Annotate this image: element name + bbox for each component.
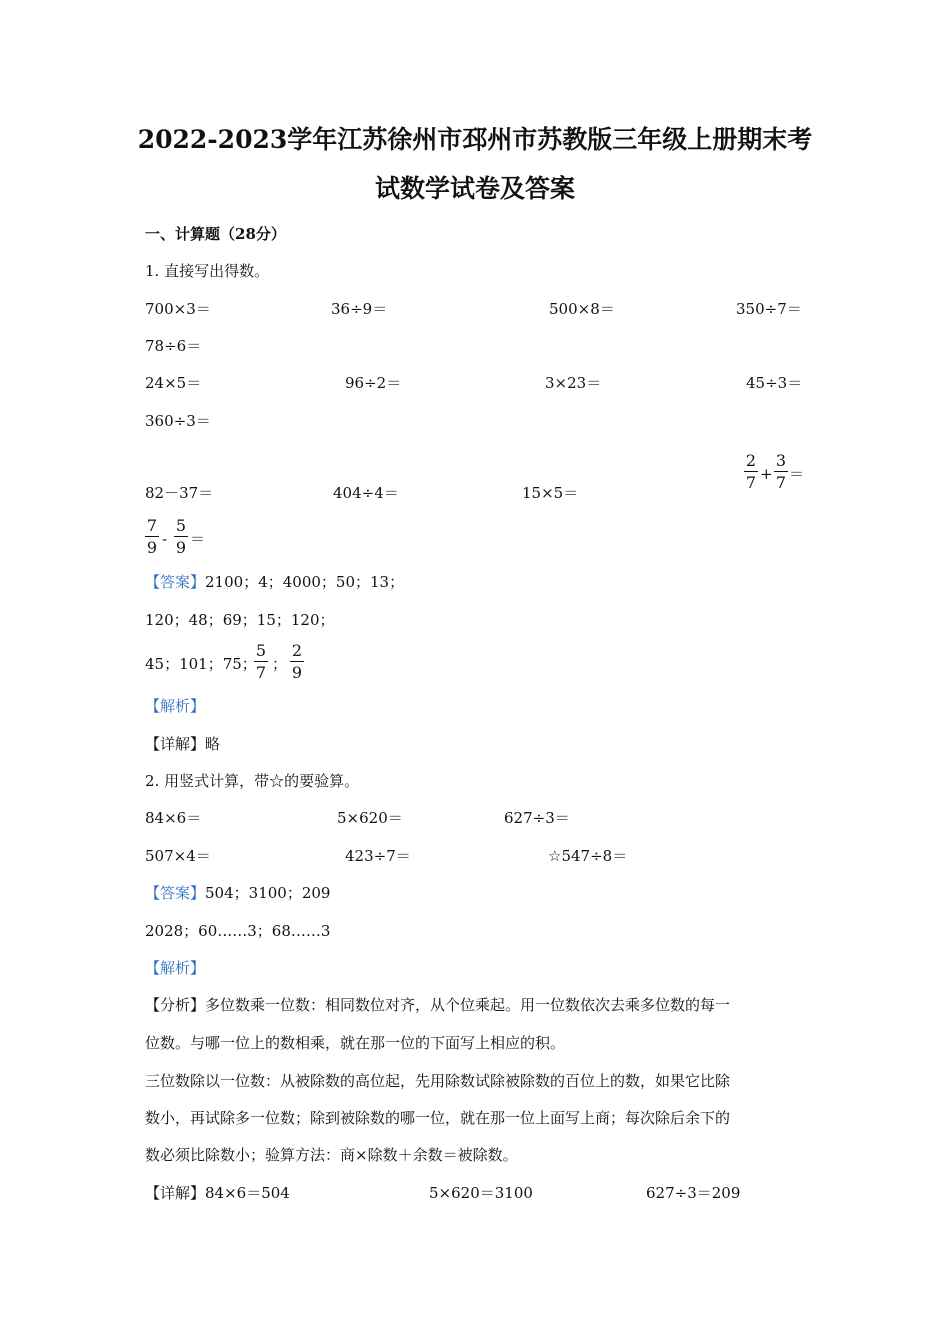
operator: + <box>760 465 773 483</box>
detail-tag: 【详解】 <box>145 1184 206 1202</box>
denominator: 9 <box>291 663 303 682</box>
numerator: 2 <box>291 641 303 660</box>
numerator: 2 <box>745 451 757 470</box>
q2-item: 627÷3＝ <box>504 809 570 827</box>
answer-line: 120；48；69；15；120； <box>145 611 335 629</box>
detail-item: 627÷3＝209 <box>646 1184 741 1202</box>
q1-item: 82－37＝ <box>145 484 214 502</box>
analysis-paragraph: 【分析】多位数乘一位数：相同数位对齐，从个位乘起。用一位数依次去乘多位数的每一 <box>145 996 731 1014</box>
q2-item: 507×4＝ <box>145 847 211 865</box>
analysis-paragraph: 数必须比除数小；验算方法：商×除数＋余数＝被除数。 <box>145 1146 518 1164</box>
answer-line: 2028；60……3；68……3 <box>145 922 331 940</box>
q1-item: 360÷3＝ <box>145 412 211 430</box>
answer-tag: 【答案】 <box>145 884 206 902</box>
analysis-tag: 【解析】 <box>145 959 206 977</box>
q1-item: 24×5＝ <box>145 374 202 392</box>
document-title-line1: 2022-2023学年江苏徐州市邳州市苏教版三年级上册期末考 <box>137 125 813 154</box>
q1-item: 404÷4＝ <box>333 484 399 502</box>
denominator: 7 <box>775 473 787 492</box>
analysis-paragraph: 数小，再试除多一位数；除到被除数的哪一位，就在那一位上面写上商；每次除后余下的 <box>145 1109 731 1127</box>
section-heading: 一、计算题（28分） <box>145 225 286 243</box>
operator: - <box>162 530 168 548</box>
q2-item: 5×620＝ <box>337 809 403 827</box>
detail-item: 5×620＝3100 <box>429 1184 533 1202</box>
q1-item: 78÷6＝ <box>145 337 202 355</box>
detail-text: 【详解】略 <box>145 735 221 753</box>
q1-item: 36÷9＝ <box>331 300 388 318</box>
denominator: 9 <box>175 538 187 557</box>
analysis-paragraph: 三位数除以一位数：从被除数的高位起，先用除数试除被除数的百位上的数，如果它比除 <box>145 1072 731 1090</box>
denominator: 7 <box>255 663 267 682</box>
detail-line <box>145 1183 290 1203</box>
detail-item: 84×6＝504 <box>205 1184 290 1202</box>
numerator: 3 <box>775 451 787 470</box>
q1-item: 700×3＝ <box>145 300 211 318</box>
q1-item: 3×23＝ <box>545 374 602 392</box>
analysis-paragraph: 位数。与哪一位上的数相乘，就在那一位的下面写上相应的积。 <box>145 1034 566 1052</box>
answer-line <box>145 572 404 592</box>
answer-text: 2100；4；4000；50；13； <box>205 573 405 591</box>
question-1-prompt: 1. 直接写出得数。 <box>145 262 270 280</box>
fraction <box>254 641 268 682</box>
answer-line <box>145 883 330 903</box>
fraction <box>774 451 788 492</box>
question-2-prompt: 2. 用竖式计算，带☆的要验算。 <box>145 772 360 790</box>
q2-item: 84×6＝ <box>145 809 202 827</box>
answer-tag: 【答案】 <box>145 573 206 591</box>
answer-line: 45；101；75； <box>145 655 257 673</box>
analysis-tag: 【解析】 <box>145 697 206 715</box>
numerator: 7 <box>146 516 158 535</box>
denominator: 9 <box>146 538 158 557</box>
separator: ； <box>272 655 288 673</box>
equals-sign: ＝ <box>190 530 206 548</box>
q1-item: 15×5＝ <box>522 484 579 502</box>
denominator: 7 <box>745 473 757 492</box>
equals-sign: ＝ <box>789 465 805 483</box>
q1-item: 500×8＝ <box>549 300 615 318</box>
q1-item: 96÷2＝ <box>345 374 402 392</box>
fraction <box>145 516 159 557</box>
document-title-line2: 试数学试卷及答案 <box>374 174 575 203</box>
fraction <box>174 516 188 557</box>
numerator: 5 <box>255 641 267 660</box>
q2-item: ☆547÷8＝ <box>548 847 628 865</box>
fraction <box>290 641 304 682</box>
answer-text: 504；3100；209 <box>205 884 331 902</box>
fraction <box>744 451 758 492</box>
q2-item: 423÷7＝ <box>345 847 411 865</box>
numerator: 5 <box>175 516 187 535</box>
q1-item: 45÷3＝ <box>746 374 803 392</box>
q1-item: 350÷7＝ <box>736 300 802 318</box>
